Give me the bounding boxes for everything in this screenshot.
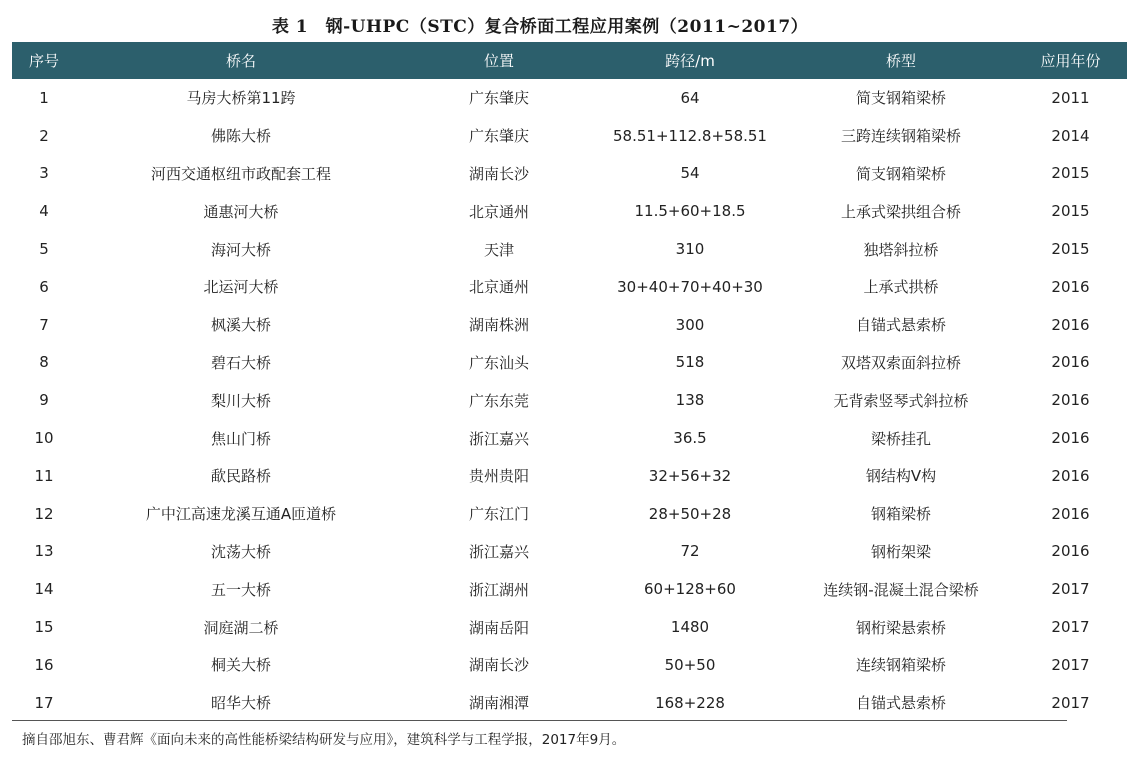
table-row (12, 646, 1127, 684)
cell-span: 36.5 (673, 429, 707, 448)
cell-bridge-name: 歃民路桥 (210, 467, 271, 486)
header-index: 序号 (28, 52, 59, 70)
cell-span: 28+50+28 (648, 504, 732, 523)
cell-span: 11.5+60+18.5 (634, 202, 746, 221)
cell-year: 2011 (1051, 88, 1090, 107)
table-title: 表 1 钢-UHPC（STC）复合桥面工程应用案例（2011~2017） (271, 17, 809, 37)
header-bridge-type: 桥型 (885, 52, 916, 70)
cell-bridge-type: 三跨连续钢箱梁桥 (840, 127, 961, 146)
header-row (12, 42, 1127, 79)
cell-span: 32+56+32 (648, 466, 732, 485)
table-row (12, 495, 1127, 533)
header-location: 位置 (483, 52, 514, 70)
cell-span: 72 (680, 542, 700, 561)
table-row (12, 608, 1127, 646)
cell-year: 2014 (1051, 126, 1090, 145)
cell-index: 2 (39, 126, 49, 145)
cell-span: 518 (675, 353, 705, 372)
cell-location: 湖南株洲 (468, 316, 529, 335)
cell-index: 4 (39, 202, 49, 221)
cell-bridge-type: 简支钢箱梁桥 (855, 164, 946, 183)
data-table (12, 42, 1127, 722)
cell-year: 2016 (1051, 466, 1090, 485)
cell-bridge-name: 通惠河大桥 (203, 202, 279, 221)
table-row (12, 230, 1127, 268)
cell-location: 湖南长沙 (468, 164, 529, 183)
cell-index: 1 (39, 88, 49, 107)
cell-bridge-type: 双塔双索面斜拉桥 (840, 353, 961, 372)
cell-bridge-name: 五一大桥 (210, 580, 271, 599)
cell-index: 14 (34, 580, 54, 599)
cell-span: 30+40+70+40+30 (617, 277, 763, 296)
cell-index: 8 (39, 353, 49, 372)
cell-year: 2016 (1051, 504, 1090, 523)
cell-bridge-type: 简支钢箱梁桥 (855, 89, 946, 108)
cell-year: 2016 (1051, 277, 1090, 296)
cell-bridge-type: 自锚式悬索桥 (855, 316, 946, 335)
cell-year: 2016 (1051, 429, 1090, 448)
table-row (12, 381, 1127, 419)
header-span: 跨径/m (665, 52, 715, 70)
cell-bridge-name: 沈荡大桥 (210, 542, 271, 561)
cell-index: 12 (34, 504, 54, 523)
cell-year: 2016 (1051, 315, 1090, 334)
cell-span: 300 (675, 315, 705, 334)
cell-bridge-name: 枫溪大桥 (210, 316, 271, 335)
cell-bridge-type: 上承式拱桥 (863, 278, 939, 297)
cell-bridge-type: 梁桥挂孔 (870, 429, 931, 448)
table-row (12, 268, 1127, 306)
cell-index: 7 (39, 315, 49, 334)
cell-year: 2015 (1051, 202, 1090, 221)
cell-index: 9 (39, 391, 49, 410)
table-row (12, 79, 1127, 117)
cell-year: 2017 (1051, 580, 1090, 599)
cell-span: 1480 (670, 618, 710, 637)
cell-location: 湖南岳阳 (468, 618, 529, 637)
cell-bridge-type: 钢桁梁悬索桥 (855, 618, 946, 637)
cell-bridge-name: 佛陈大桥 (210, 127, 271, 146)
bottom-rule (12, 720, 1067, 721)
cell-bridge-type: 钢箱梁桥 (870, 505, 931, 524)
cell-index: 5 (39, 240, 49, 259)
cell-span: 168+228 (655, 693, 725, 712)
cell-year: 2015 (1051, 164, 1090, 183)
cell-bridge-type: 钢结构V构 (865, 467, 937, 486)
cell-span: 138 (675, 391, 705, 410)
table-row (12, 533, 1127, 571)
cell-year: 2017 (1051, 618, 1090, 637)
cell-index: 10 (34, 429, 54, 448)
cell-index: 13 (34, 542, 54, 561)
cell-location: 浙江嘉兴 (468, 429, 529, 448)
cell-location: 北京通州 (468, 278, 529, 297)
cell-bridge-name: 桐关大桥 (210, 656, 271, 675)
cell-year: 2017 (1051, 655, 1090, 674)
table-header (12, 42, 1127, 79)
header-bridge-name: 桥名 (225, 52, 256, 70)
cell-bridge-type: 自锚式悬索桥 (855, 694, 946, 713)
cell-location: 湖南长沙 (468, 656, 529, 675)
header-year: 应用年份 (1040, 52, 1101, 70)
cell-span: 64 (680, 88, 700, 107)
cell-year: 2017 (1051, 693, 1090, 712)
cell-year: 2016 (1051, 542, 1090, 561)
cell-location: 北京通州 (468, 202, 529, 221)
table-row (12, 419, 1127, 457)
cell-location: 湖南湘潭 (468, 694, 529, 713)
table-container (12, 42, 1101, 722)
cell-location: 广东肇庆 (468, 89, 529, 108)
table-row (12, 457, 1127, 495)
cell-location: 广东江门 (468, 505, 529, 524)
table-row (12, 192, 1127, 230)
footnote: 摘自邵旭东、曹君辉《面向未来的高性能桥梁结构研发与应用》，建筑科学与工程学报，2017年9月。 (22, 732, 626, 748)
cell-bridge-name: 梨川大桥 (210, 391, 271, 410)
cell-year: 2016 (1051, 391, 1090, 410)
table-row (12, 117, 1127, 155)
cell-index: 15 (34, 618, 54, 637)
cell-index: 11 (34, 466, 54, 485)
cell-bridge-type: 上承式梁拱组合桥 (840, 202, 961, 221)
cell-year: 2015 (1051, 240, 1090, 259)
cell-location: 浙江嘉兴 (468, 542, 529, 561)
cell-span: 50+50 (664, 655, 716, 674)
cell-bridge-type: 钢桁架梁 (870, 542, 931, 561)
cell-bridge-name: 焦山门桥 (210, 429, 271, 448)
cell-location: 天津 (483, 240, 514, 259)
cell-bridge-type: 连续钢-混凝土混合梁桥 (823, 580, 979, 599)
cell-year: 2016 (1051, 353, 1090, 372)
table-row (12, 570, 1127, 608)
cell-location: 贵州贵阳 (468, 467, 529, 486)
cell-bridge-type: 无背索竖琴式斜拉桥 (833, 391, 969, 410)
cell-bridge-name: 马房大桥第11跨 (186, 89, 296, 108)
cell-bridge-name: 河西交通枢纽市政配套工程 (150, 164, 331, 183)
cell-span: 54 (680, 164, 700, 183)
cell-bridge-name: 碧石大桥 (210, 353, 271, 372)
cell-location: 广东东莞 (468, 391, 529, 410)
cell-bridge-name: 广中江高速龙溪互通A匝道桥 (145, 505, 337, 524)
cell-index: 16 (34, 655, 54, 674)
cell-location: 广东汕头 (468, 353, 529, 372)
cell-bridge-name: 昭华大桥 (210, 694, 271, 713)
cell-span: 310 (675, 240, 705, 259)
cell-bridge-name: 海河大桥 (210, 240, 271, 259)
cell-location: 浙江湖州 (468, 580, 529, 599)
cell-index: 6 (39, 277, 49, 296)
table-row (12, 344, 1127, 382)
table-body (12, 79, 1127, 722)
table-row (12, 306, 1127, 344)
table-row (12, 684, 1127, 722)
cell-bridge-name: 北运河大桥 (203, 278, 279, 297)
table-row (12, 155, 1127, 193)
cell-bridge-type: 连续钢箱梁桥 (855, 656, 946, 675)
cell-bridge-name: 洞庭湖二桥 (203, 618, 279, 637)
cell-bridge-type: 独塔斜拉桥 (863, 240, 939, 259)
cell-span: 58.51+112.8+58.51 (613, 126, 767, 145)
cell-index: 3 (39, 164, 49, 183)
cell-location: 广东肇庆 (468, 127, 529, 146)
cell-span: 60+128+60 (644, 580, 736, 599)
cell-index: 17 (34, 693, 54, 712)
